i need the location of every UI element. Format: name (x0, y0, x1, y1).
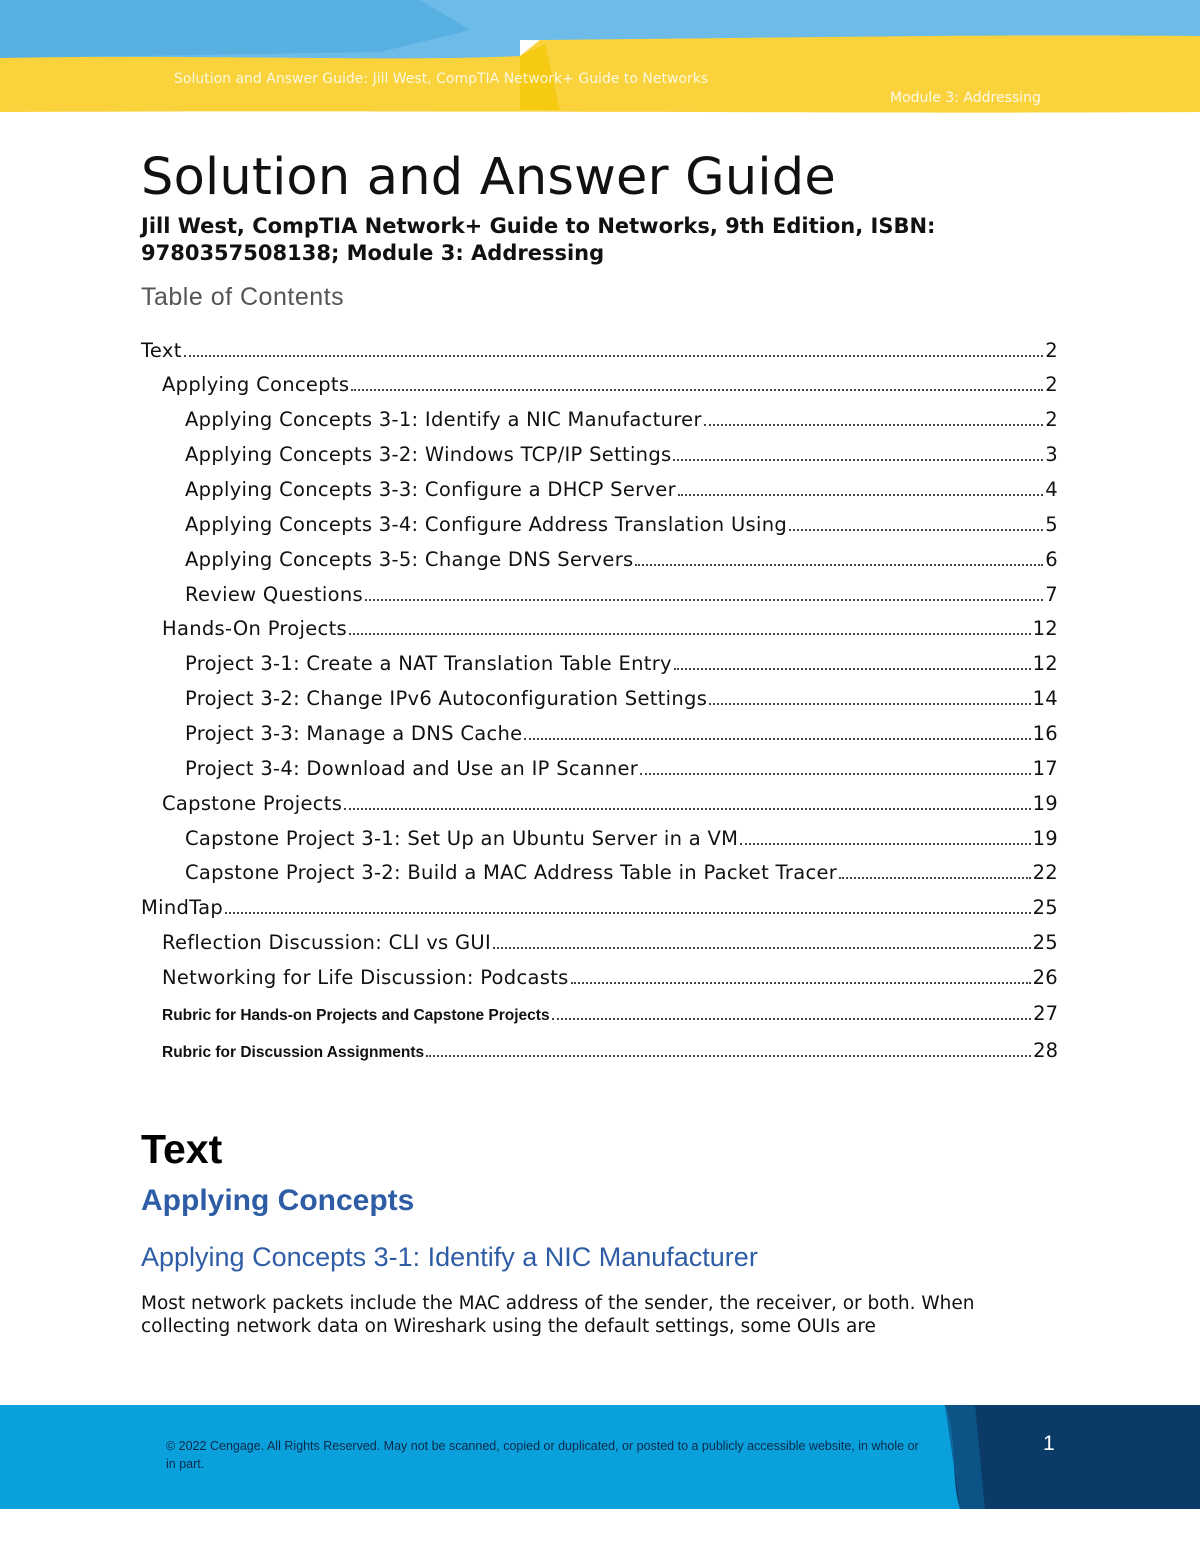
toc-entry[interactable] (185, 715, 1058, 745)
toc-entry-label: Project 3-2: Change IPv6 Autoconfiguration Settings (185, 687, 708, 710)
toc-entry[interactable] (185, 854, 1058, 884)
toc-entry-label: Applying Concepts 3-4: Configure Address Translation Using (185, 513, 788, 536)
toc-entry-label: Capstone Project 3-1: Set Up an Ubuntu Server in a VM (185, 827, 739, 850)
toc-leader-dots (709, 702, 1030, 705)
toc-entry[interactable] (185, 436, 1058, 466)
toc-entry-label: Applying Concepts 3-1: Identify a NIC Manufacturer (185, 408, 702, 431)
toc-entry-page: 14 (1032, 687, 1058, 710)
toc-leader-dots (349, 632, 1031, 635)
document-title: Solution and Answer Guide (141, 148, 836, 207)
toc-entry[interactable] (185, 401, 1058, 431)
toc-entry[interactable] (162, 995, 1058, 1025)
toc-entry[interactable] (185, 576, 1058, 606)
toc-leader-dots (673, 458, 1043, 461)
toc-entry[interactable] (185, 541, 1058, 571)
toc-entry-page: 2 (1045, 373, 1058, 396)
toc-entry-label: Applying Concepts 3-3: Configure a DHCP Server (185, 478, 676, 501)
heading-applying-concepts: Applying Concepts (141, 1184, 415, 1217)
toc-entry-label: MindTap (141, 896, 224, 919)
toc-entry-label: Rubric for Discussion Assignments (162, 1044, 425, 1061)
toc-entry[interactable] (162, 366, 1058, 396)
toc-entry[interactable] (162, 785, 1058, 815)
toc-leader-dots (635, 563, 1043, 566)
toc-leader-dots (789, 528, 1043, 531)
toc-entry[interactable] (141, 889, 1058, 919)
toc-entry-label: Capstone Projects (162, 792, 343, 815)
toc-leader-dots (344, 807, 1030, 810)
heading-text: Text (141, 1126, 223, 1172)
page-number: 1 (1043, 1432, 1055, 1455)
toc-entry-page: 17 (1032, 757, 1058, 780)
toc-leader-dots (225, 911, 1030, 914)
footer-copyright: © 2022 Cengage. All Rights Reserved. May not be scanned, copied or duplicated, or posted to a publicly accessible website, in whole or in part. (166, 1439, 919, 1471)
toc-entry-label: Capstone Project 3-2: Build a MAC Address Table in Packet Tracer (185, 861, 838, 884)
toc-entry[interactable] (162, 924, 1058, 954)
toc-leader-dots (704, 423, 1044, 426)
toc-entry-page: 25 (1032, 896, 1058, 919)
toc-entry-label: Applying Concepts 3-2: Windows TCP/IP Settings (185, 443, 672, 466)
header-left-text: Solution and Answer Guide: Jill West, CompTIA Network+ Guide to Networks (174, 71, 709, 87)
toc-leader-dots (740, 842, 1030, 845)
toc-entry-page: 16 (1032, 722, 1058, 745)
toc-entry[interactable] (185, 471, 1058, 501)
toc-entry-label: Applying Concepts 3-5: Change DNS Servers (185, 548, 634, 571)
toc-leader-dots (678, 493, 1043, 496)
toc-leader-dots (571, 981, 1031, 984)
toc-entry[interactable] (185, 820, 1058, 850)
toc-entry-label: Review Questions (185, 583, 363, 606)
document-subtitle: Jill West, CompTIA Network+ Guide to Networks, 9th Edition, ISBN: 9780357508138; Module 3: Addressing (141, 214, 936, 265)
body-paragraph: Most network packets include the MAC address of the sender, the receiver, or both. When collecting network data on Wireshark using the default settings, some OUIs are (141, 1293, 975, 1337)
toc-entry-page: 26 (1032, 966, 1058, 989)
toc-leader-dots (640, 772, 1031, 775)
toc-entry-page: 4 (1045, 478, 1058, 501)
toc-entry-label: Project 3-3: Manage a DNS Cache (185, 722, 523, 745)
toc-entry-page: 12 (1032, 617, 1058, 640)
toc-entry[interactable] (162, 1032, 1058, 1062)
toc-entry-label: Reflection Discussion: CLI vs GUI (162, 931, 492, 954)
toc-entry[interactable] (185, 645, 1058, 675)
toc-entry[interactable] (141, 332, 1058, 362)
toc-leader-dots (426, 1054, 1031, 1057)
toc-entry[interactable] (162, 610, 1058, 640)
toc-entry-page: 7 (1045, 583, 1058, 606)
toc-entry[interactable] (185, 680, 1058, 710)
toc-entry-label: Hands-On Projects (162, 617, 347, 640)
toc-entry-label: Text (141, 339, 182, 362)
toc-leader-dots (365, 598, 1043, 601)
toc-entry-page: 2 (1045, 339, 1058, 362)
toc-entry-page: 2 (1045, 408, 1058, 431)
toc-entry[interactable] (185, 506, 1058, 536)
toc-entry-label: Networking for Life Discussion: Podcasts (162, 966, 569, 989)
toc-leader-dots (351, 388, 1043, 391)
toc-leader-dots (524, 737, 1030, 740)
header-right-text: Module 3: Addressing (890, 90, 1041, 106)
toc-leader-dots (839, 876, 1030, 879)
toc-leader-dots (674, 667, 1031, 670)
toc-entry-label: Project 3-1: Create a NAT Translation Table Entry (185, 652, 672, 675)
toc-entry-page: 27 (1033, 1002, 1058, 1025)
toc-leader-dots (493, 946, 1031, 949)
toc-entry-page: 22 (1032, 861, 1058, 884)
toc-leader-dots (552, 1017, 1032, 1020)
toc-entry-page: 12 (1032, 652, 1058, 675)
toc-entry-label: Applying Concepts (162, 373, 350, 396)
toc-entry[interactable] (162, 959, 1058, 989)
toc-entry[interactable] (185, 750, 1058, 780)
toc-heading: Table of Contents (141, 283, 345, 311)
toc-entry-page: 6 (1045, 548, 1058, 571)
toc-entry-page: 25 (1032, 931, 1058, 954)
toc-entry-page: 3 (1045, 443, 1058, 466)
toc-entry-page: 19 (1032, 792, 1058, 815)
toc-entry-page: 5 (1045, 513, 1058, 536)
toc-leader-dots (184, 354, 1044, 357)
heading-applying-concepts-3-1: Applying Concepts 3-1: Identify a NIC Manufacturer (141, 1242, 758, 1272)
toc-entry-page: 19 (1032, 827, 1058, 850)
toc-entry-label: Rubric for Hands-on Projects and Capstone Projects (162, 1007, 550, 1024)
toc-entry-label: Project 3-4: Download and Use an IP Scanner (185, 757, 639, 780)
toc-entry-page: 28 (1033, 1039, 1058, 1062)
